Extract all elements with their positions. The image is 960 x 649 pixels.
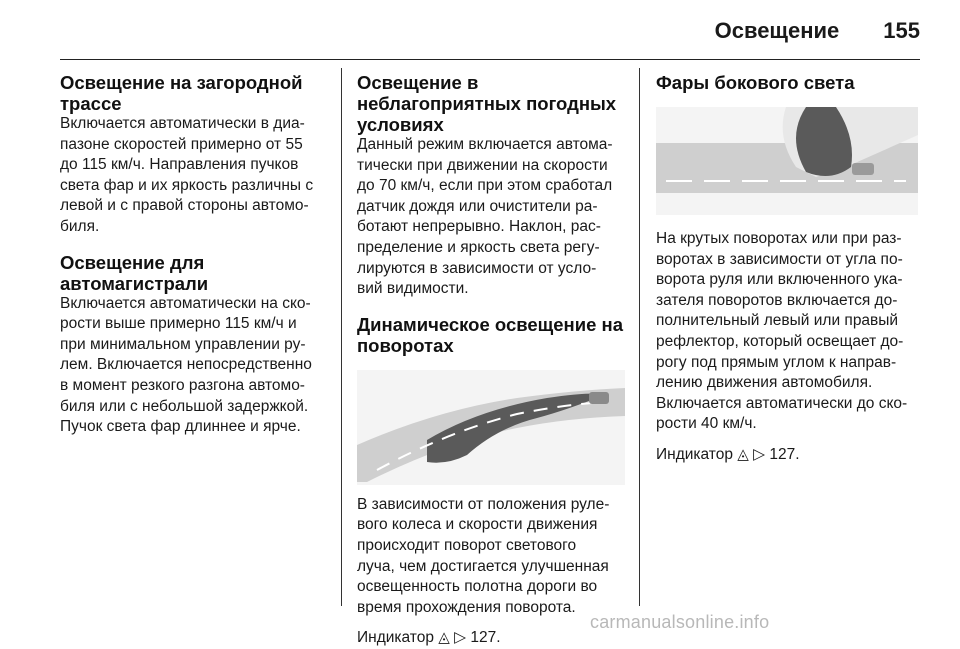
heading-line: условиях xyxy=(357,114,444,135)
text-line: Данный режим включается автома- xyxy=(357,136,613,153)
section-heading-motorway xyxy=(60,252,328,294)
heading-line: Освещение на загородной xyxy=(60,72,303,93)
text-line: происходит поворот светового xyxy=(357,536,577,554)
column-3 xyxy=(656,72,924,466)
text-line: вий видимости. xyxy=(357,280,469,298)
heading-line: поворотах xyxy=(357,334,454,356)
heading-line: автомагистрали xyxy=(60,272,209,294)
heading-line: Фары бокового света xyxy=(656,72,855,93)
heading-line: неблагоприятных погодных xyxy=(357,93,617,114)
cross-reference-icon: ▷ xyxy=(753,445,766,463)
column-divider-2 xyxy=(639,68,640,606)
text-line: пазоне скоростей примерно от 55 xyxy=(60,135,303,153)
text-line: до 70 км/ч, если при этом сработал xyxy=(357,177,613,195)
text-line: пределение и яркость света регу- xyxy=(357,238,600,256)
dynamic-bending-light-figure xyxy=(357,370,625,485)
text-line: В зависимости от положения руле- xyxy=(357,495,610,513)
text-line: рости 40 км/ч. xyxy=(656,415,757,433)
column-1 xyxy=(60,72,328,438)
page-header-title: Освещение xyxy=(714,18,840,43)
text-line: Пучок света фар длиннее и ярче. xyxy=(60,418,301,436)
text-line: Включается автоматически в диа- xyxy=(60,115,305,132)
text-line: зателя поворотов включается до- xyxy=(656,291,898,309)
heading-line: Динамическое освещение на xyxy=(357,313,623,335)
text-line: полнительный левый или правый xyxy=(656,312,899,330)
section-text-cornering-light xyxy=(656,229,924,435)
header-rule xyxy=(60,59,920,60)
text-line: лем. Включается непосредственно xyxy=(60,356,312,374)
indicator-label: Индикатор xyxy=(656,445,733,463)
text-line: биля. xyxy=(60,217,100,235)
text-line: тически при движении на скорости xyxy=(357,156,608,174)
section-heading-rural xyxy=(60,72,328,114)
text-line: воротах в зависимости от угла по- xyxy=(656,250,903,268)
text-line: ворота руля или включенного ука- xyxy=(656,271,903,289)
text-line: левой и с правой стороны автомо- xyxy=(60,197,309,215)
text-line: биля или с небольшой задержкой. xyxy=(60,397,309,415)
indicator-label: Индикатор xyxy=(357,629,434,647)
cornering-light-figure xyxy=(656,107,918,215)
text-line: луча, чем достигается улучшенная xyxy=(357,557,609,575)
section-text-motorway xyxy=(60,294,328,438)
indicator-page-ref: 127. xyxy=(769,445,800,463)
text-line: при минимальном управлении ру- xyxy=(60,335,306,353)
indicator-reference xyxy=(357,628,625,649)
text-line: ботают непрерывно. Наклон, рас- xyxy=(357,218,601,236)
section-heading-bad-weather xyxy=(357,72,625,135)
text-line: лению движения автомобиля. xyxy=(656,374,873,392)
text-line: рогу под прямым углом к направ- xyxy=(656,353,897,371)
text-line: света фар и их яркость различны с xyxy=(60,176,314,194)
text-line: На крутых поворотах или при раз- xyxy=(656,230,902,247)
indicator-page-ref: 127. xyxy=(470,629,501,647)
page-header xyxy=(715,18,920,44)
text-line: освещенность полотна дороги во xyxy=(357,578,598,596)
heading-line: Освещение в xyxy=(357,72,479,93)
cross-reference-icon: ▷ xyxy=(454,629,467,647)
indicator-reference xyxy=(656,445,924,466)
column-divider-1 xyxy=(341,68,342,606)
text-line: Включается автоматически до ско- xyxy=(656,394,908,412)
text-line: Включается автоматически на ско- xyxy=(60,294,311,312)
section-heading-cornering-light xyxy=(656,72,924,93)
text-line: рефлектор, который освещает до- xyxy=(656,332,904,350)
text-line: время прохождения поворота. xyxy=(357,598,576,616)
section-text-bad-weather xyxy=(357,135,625,300)
text-line: рости выше примерно 115 км/ч и xyxy=(60,315,297,333)
text-line: вого колеса и скорости движения xyxy=(357,516,598,534)
heading-line: Освещение для xyxy=(60,251,205,273)
text-line: в момент резкого разгона автомо- xyxy=(60,376,305,394)
section-heading-dynamic-bending xyxy=(357,314,625,356)
headlight-indicator-icon: ◬ xyxy=(737,445,749,463)
heading-line: трассе xyxy=(60,93,122,114)
text-line: до 115 км/ч. Направления пучков xyxy=(60,156,299,174)
section-text-dynamic-bending xyxy=(357,495,625,619)
headlight-indicator-icon: ◬ xyxy=(438,629,450,647)
page-number: 155 xyxy=(883,18,920,43)
text-line: лируются в зависимости от усло- xyxy=(357,259,597,277)
section-text-rural xyxy=(60,114,328,238)
text-line: датчик дождя или очистители ра- xyxy=(357,197,598,215)
column-2 xyxy=(357,72,625,649)
watermark: carmanualsonline.info xyxy=(590,612,770,632)
